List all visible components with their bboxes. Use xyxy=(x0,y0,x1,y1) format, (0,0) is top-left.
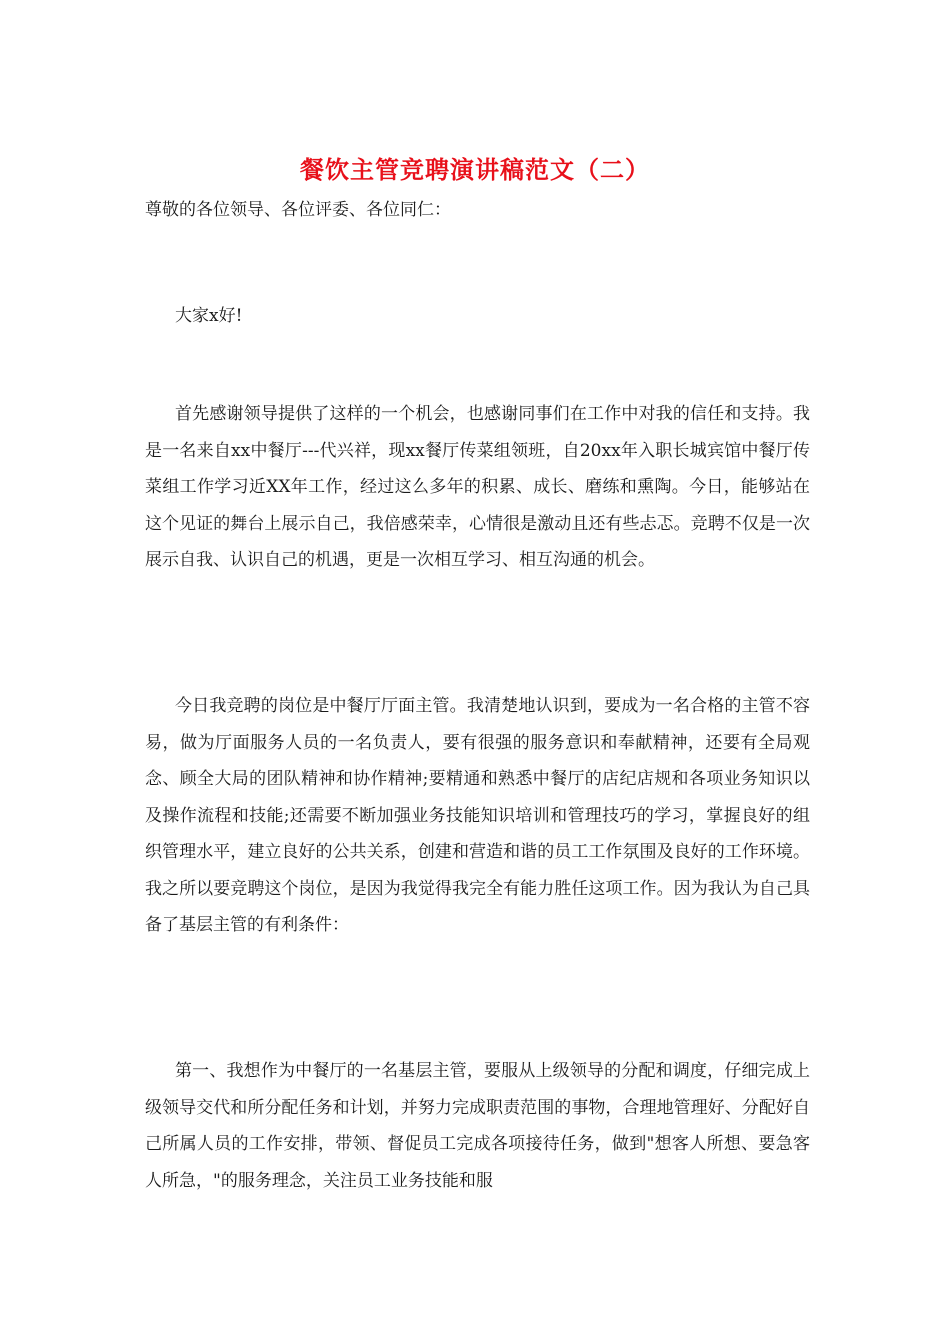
body-paragraph-1: 首先感谢领导提供了这样的一个机会，也感谢同事们在工作中对我的信任和支持。我是一名来自xx中餐厅---代兴祥，现xx餐厅传菜组领班，自20xx年入职长城宾馆中餐厅传菜组工作学习近XX年工作，经过这么多年的积累、成长、磨练和熏陶。今日，能够站在这个见证的舞台上展示自己，我倍感荣幸，心情很是激动且还有些忐忑。竞聘不仅是一次展示自我、认识自己的机遇，更是一次相互学习、相互沟通的机会。 xyxy=(145,404,810,570)
greeting-paragraph: 大家x好! xyxy=(175,306,243,326)
document-title: 餐饮主管竞聘演讲稿范文（二） xyxy=(300,156,650,184)
body-paragraph-2: 今日我竞聘的岗位是中餐厅厅面主管。我清楚地认识到，要成为一名合格的主管不容易，做为厅面服务人员的一名负责人，要有很强的服务意识和奉献精神，还要有全局观念、顾全大局的团队精神和协作精神;要精通和熟悉中餐厅的店纪店规和各项业务知识以及操作流程和技能;还需要不断加强业务技能知识培训和管理技巧的学习，掌握良好的组织管理水平，建立良好的公共关系，创建和营造和谐的员工工作氛围及良好的工作环境。我之所以要竞聘这个岗位，是因为我觉得我完全有能力胜任这项工作。因为我认为自己具备了基层主管的有利条件： xyxy=(145,696,810,935)
body-paragraph-3: 第一、我想作为中餐厅的一名基层主管，要服从上级领导的分配和调度，仔细完成上级领导交代和所分配任务和计划，并努力完成职责范围的事物，合理地管理好、分配好自己所属人员的工作安排，带领、督促员工完成各项接待任务，做到"想客人所想、要急客人所急，"的服务理念，关注员工业务技能和服 xyxy=(145,1061,810,1191)
salutation: 尊敬的各位领导、各位评委、各位同仁： xyxy=(145,200,451,220)
